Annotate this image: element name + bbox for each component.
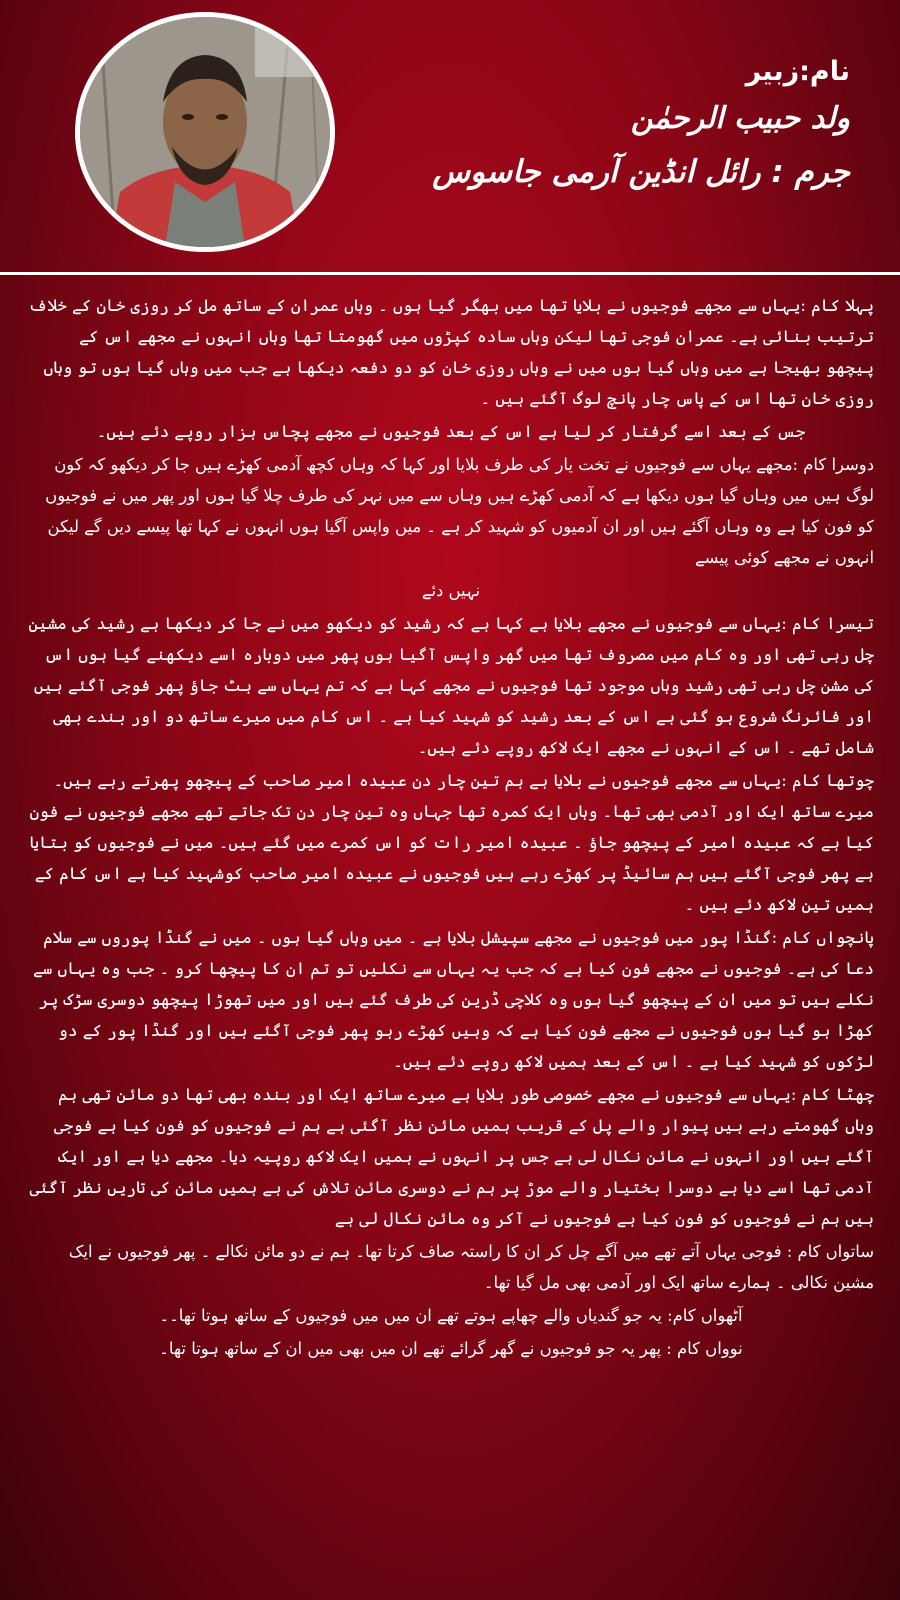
paragraph-task-4: چوتھا کام :یہاں سے مجھے فوجیوں نے بلایا ہے ہم تین چار دن عبیدہ امیر صاحب کے پیچھو پھرتے رہے ہیں۔ میرے ساتھ ایک اور آدمی بھی تھا۔ وہاں ایک کمرہ تھا جہاں وہ تین چار دن تک جاتے تھے مجھے فوجیوں نے فون کیا ہے کہ عبیدہ امیر کے پیچھو جاؤ ۔ عبیدہ امیر رات کو اس کمرے میں گئے ہیں۔ میں نے فوجیوں کو بتایا ہے پھر فوجی آگئے ہیں ہم سائیڈ پر کھڑے رہے ہیں فوجیوں نے عبیدہ امیر صاحب کوشہید کیا ہے اس کام کے ہمیں تین لاکھ دئے ہیں ۔ xyxy=(29,771,874,914)
portrait-illustration xyxy=(80,17,330,247)
paragraph-task-8: آٹھواں کام: یہ جو گندیاں والے چھاپے ہوتے تھے ان میں میں فوجیوں کے ساتھ ہوتا تھا۔۔ xyxy=(159,1306,743,1325)
profile-header xyxy=(0,0,900,270)
paragraph-task-9: نوواں کام : پھر یہ جو فوجیوں نے گھر گرائے تھے ان میں بھی میں ان کے ساتھ ہوتا تھا۔ xyxy=(159,1339,743,1358)
crime-label: جرم : رائل انڈین آرمی جاسوس xyxy=(432,154,850,190)
profile-info xyxy=(370,50,850,190)
paragraph-task-2: دوسرا کام :مجھے یہاں سے فوجیوں نے تخت یار کی طرف بلایا اور کہا کہ وہاں کچھ آدمی کھڑے ہیں جا کر دیکھو کہ کون لوگ ہیں میں وہاں گیا ہوں دیکھا ہے کہ آدمی کھڑے ہیں وہاں سے میں نہر کی طرف چلا گیا ہوں اور پھر میں نے فوجیوں کو فون کیا ہے وہ وہاں آگئے ہیں اور ان آدمیوں کو شہید کر ہے ۔ میں واپس آگیا ہوں انہوں نے کہا تھا پیسے دیں گے لیکن انہوں نے مجھے کوئی پیسے xyxy=(45,455,874,567)
header-divider xyxy=(0,272,900,275)
paragraph-task-2-end: نہیں دئے xyxy=(421,581,481,600)
paragraph-task-7: ساتواں کام : فوجی یہاں آتے تھے میں آگے چل کر ان کا راستہ صاف کرتا تھا۔ ہم نے دو مائن نکالے ۔ پھر فوجیوں نے ایک مشین نکالی ۔ ہمارے ساتھ ایک اور آدمی بھی مل گیا تھا۔ xyxy=(68,1242,874,1292)
paragraph-task-6: چھٹا کام :یہاں سے فوجیوں نے مجھے خصوصی طور بلایا ہے میرے ساتھ ایک اور بندہ بھی تھا دو مائن تھی ہم وہاں گھومتے رہے ہیں پیوار والے پل کے قریب ہمیں مائن نظر آگئی ہے ہم نے فوجیوں کو فون کیا ہے فوجی آگئے ہیں اور انہوں نے مائن نکال لی ہے جس پر انہوں نے ہمیں ایک لاکھ روپیہ دیا۔ مجھے دیا ہے اور ایک آدمی تھا اسے دیا ہے دوسرا بختیار والے موڑ پر ہم نے دوسری مائن تلاش کی ہے ہمیں مائن کی تاریں نظر آگئی ہیں ہم نے فوجیوں کو فون کیا ہے فوجیوں نے آکر وہ مائن نکال لی ہے xyxy=(29,1085,874,1228)
paragraph-task-1: پہلا کام :یہاں سے مجھے فوجیوں نے بلایا تھا میں بھگر گیا ہوں ۔ وہاں عمران کے ساتھ مل کر روزی خان کے خلاف ترتیب بنائی ہے۔ عمران فوجی تھا لیکن وہاں سادہ کپڑوں میں گھومتا تھا وہاں انہوں نے مجھے اس کے پیچھو بھیجا ہے میں وہاں گیا ہوں میں نے وہاں روزی خان کو دو دفعہ دیکھا ہے جب میں وہاں گیا ہوں تو وہاں روزی خان تھا اس کے پاس چار پانچ لوگ آگئے ہیں ۔ xyxy=(28,296,874,408)
father-name: ولد حبیب الرحمٰن xyxy=(630,101,850,136)
paragraph-task-3: تیسرا کام :یہاں سے فوجیوں نے مجھے بلایا ہے کہا ہے کہ رشید کو دیکھو میں نے جا کر دیکھا ہے رشید کی مشین چل رہی تھی اور وہ کام میں مصروف تھا میں گھر واپس آگیا ہوں پھر میں دوبارہ اسے دیکھنے گیا ہوں اس کی مشن چل رہی تھی رشید وہاں موجود تھا فوجیوں نے مجھے کہا ہے کہ تم یہاں سے ہٹ جاؤ پھر فوجی آگئے ہیں اور فائرنگ شروع ہو گئی ہے اس کے بعد رشید کو شہید کیا ہے ۔ اس کام میں میرے ساتھ دو اور بندے بھی شامل تھے ۔ اس کے انہوں نے مجھے ایک لاکھ روپے دئے ہیں۔ xyxy=(28,614,874,757)
person-name: نام:زبیر xyxy=(745,56,850,87)
profile-photo xyxy=(75,12,335,252)
paragraph-task-1-end: جس کے بعد اسے گرفتار کر لیا ہے اس کے بعد فوجیوں نے مجھے پچاس ہزار روپے دئے ہیں۔ xyxy=(96,422,806,441)
statement-body xyxy=(28,290,874,1585)
paragraph-task-5: پانچواں کام :گنڈا پور میں فوجیوں نے مجھے سپیشل بلایا ہے ۔ میں وہاں گیا ہوں ۔ میں نے گنڈا پوروں سے سلام دعا کی ہے۔ فوجیوں نے مجھے فون کیا ہے کہ جب یہ یہاں سے نکلیں تو تم ان کا پیچھا کرو ۔ جب وہ یہاں سے نکلے ہیں تو میں ان کے پیچھو گیا ہوں وہ کلاچی ڈرین کی طرف گئے ہیں اور میں تھوڑا پیچھو دوسری سڑک پر کھڑا ہو گیا ہوں فوجیوں نے مجھے فون کیا ہے کہ وہیں کھڑے رہو پھر فوجی آگئے ہیں اور گنڈا پور کے دو لڑکوں کو شہید کیا ہے ۔ اس کے بعد ہمیں لاکھ روپے دئے ہیں۔ xyxy=(33,928,874,1071)
